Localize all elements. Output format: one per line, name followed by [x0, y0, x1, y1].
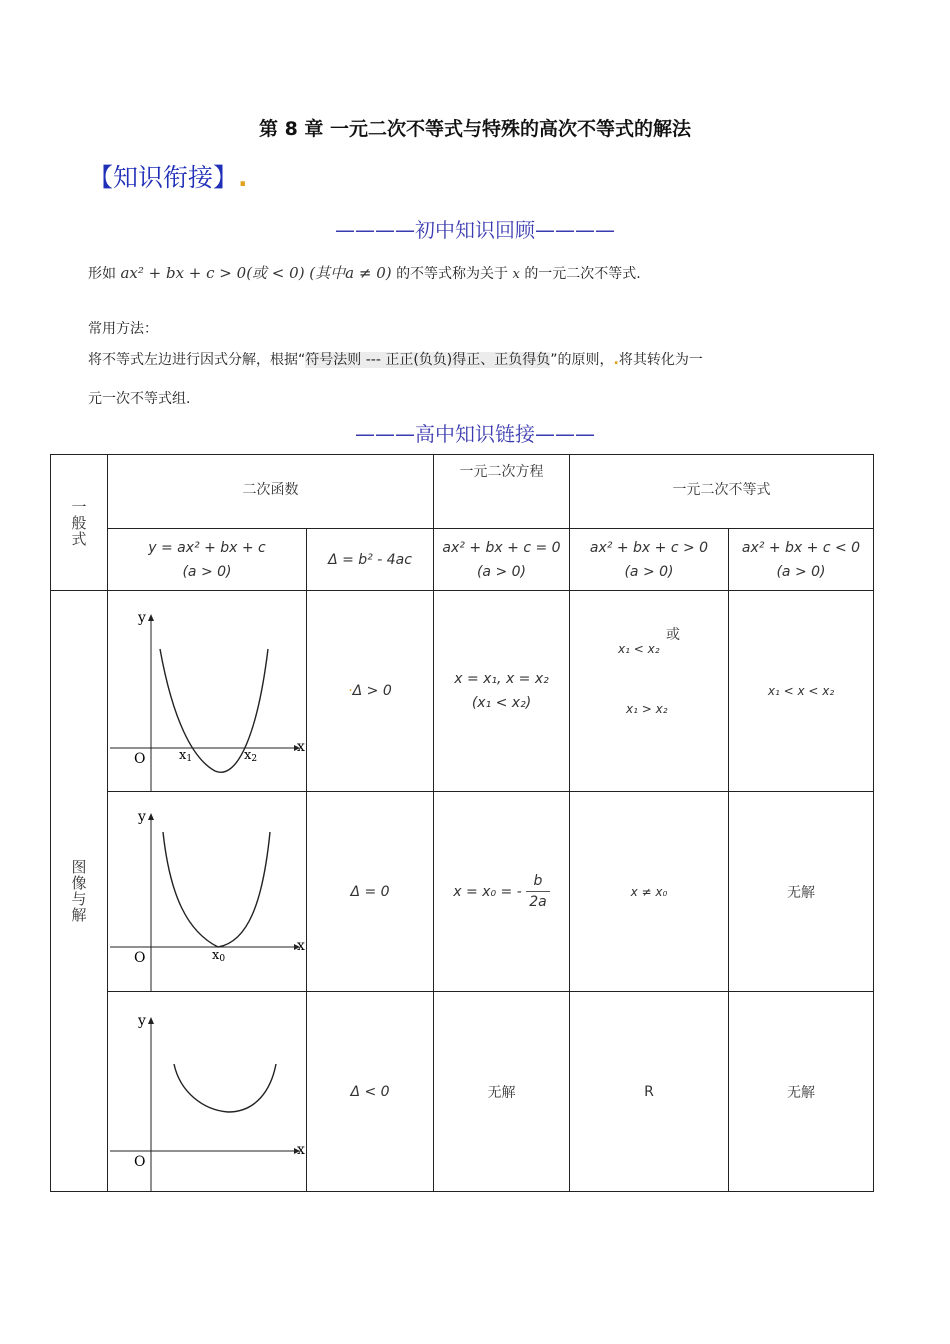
x-axis-label: x: [297, 739, 305, 755]
section-senior-link: ———高中知识链接———: [355, 422, 595, 446]
sub-delta: Δ = b² - 4ac: [307, 529, 434, 591]
root-x1-label: x1: [179, 748, 193, 764]
intro-suffix2: 的一元二次不等式.: [524, 266, 641, 282]
solution-gt-zero: x ≠ x₀: [570, 792, 729, 992]
graph-cell-positive: [108, 591, 307, 792]
intro-suffix1: 的不等式称为关于: [396, 266, 509, 282]
sub-ineq-lt: ax² + bx + c < 0 (a > 0): [729, 529, 874, 591]
page-title: 第 8 章 一元二次不等式与特殊的高次不等式的解法: [258, 118, 692, 140]
solution-gt-negative: R: [570, 992, 729, 1192]
parabola-one-root-graph: [108, 792, 307, 991]
intro-var: x: [512, 267, 520, 282]
intro-prefix: 形如: [88, 266, 116, 282]
methods-title: 常用方法：: [88, 321, 158, 337]
y-axis-label: y: [138, 610, 146, 626]
method-text-1: 将不等式左边进行因式分解，根据“: [88, 352, 306, 368]
roots-positive: x = x₁, x = x₂ (x₁ < x₂): [434, 591, 570, 792]
fraction: $\frac{b}{2a}$: [526, 871, 550, 912]
col-header-function: 二次函数: [108, 455, 434, 529]
delta-negative: Δ < 0: [307, 992, 434, 1192]
origin-label: O: [134, 950, 146, 966]
solution-gt-positive: x₁ < x₂ 或 x₁ > x₂: [570, 591, 729, 792]
delta-positive: ·Δ > 0: [307, 591, 434, 792]
col-header-inequality: 一元二次不等式: [570, 455, 874, 529]
header-row: [51, 455, 874, 529]
y-axis-label: y: [138, 1013, 146, 1029]
case-row-negative: [51, 992, 874, 1192]
sub-ineq-gt: ax² + bx + c > 0 (a > 0): [570, 529, 729, 591]
solution-lt-positive: x₁ < x < x₂: [729, 591, 874, 792]
roots-negative: 无解: [434, 992, 570, 1192]
x-axis-label: x: [297, 938, 305, 954]
method-text-3: 将其转化为一: [618, 352, 703, 368]
roots-zero: x = x₀ = - $\frac{b}{2a}$: [434, 792, 570, 992]
col-header-equation: 一元二次方程: [434, 455, 570, 529]
sub-function: y = ax² + bx + c (a > 0): [108, 529, 307, 591]
knowledge-header: [88, 158, 248, 194]
summary-table: [50, 454, 874, 1192]
y-axis-label: y: [138, 809, 146, 825]
graph-cell-negative: [108, 992, 307, 1192]
knowledge-dot: .: [238, 163, 248, 192]
method-text-2: ”的原则，: [550, 352, 614, 368]
case-row-zero: [51, 792, 874, 992]
root-x2-label: x2: [244, 748, 258, 764]
origin-label: O: [134, 1154, 146, 1170]
solution-lt-zero: 无解: [729, 792, 874, 992]
method-dot: .: [613, 352, 619, 368]
sub-equation: ax² + bx + c = 0 (a > 0): [434, 529, 570, 591]
knowledge-header-text: 【知识衔接】: [88, 163, 239, 192]
graph-cell-zero: [108, 792, 307, 992]
intro-formula: ax² + bx + c > 0(或 < 0) (其中a ≠ 0): [120, 264, 392, 282]
origin-label: O: [134, 751, 146, 767]
intro-paragraph: [88, 262, 641, 283]
method-line-1: [88, 349, 873, 369]
parabola-two-roots-graph: [108, 591, 307, 791]
section-junior-review: ————初中知识回顾————: [335, 218, 615, 242]
subheader-row: [51, 529, 874, 591]
row-header-graph: 图像与解: [51, 591, 108, 1192]
row-header-general: 一般式: [51, 455, 108, 591]
sign-rule-highlight: 符号法则 --- 正正(负负)得正、正负得负: [305, 352, 551, 368]
delta-zero: Δ = 0: [307, 792, 434, 992]
solution-lt-negative: 无解: [729, 992, 874, 1192]
method-line-2: 元一次不等式组.: [88, 391, 191, 407]
case-row-positive: [51, 591, 874, 792]
parabola-no-root-graph: [108, 992, 307, 1191]
root-x0-label: x0: [212, 948, 226, 964]
x-axis-label: x: [297, 1142, 305, 1158]
